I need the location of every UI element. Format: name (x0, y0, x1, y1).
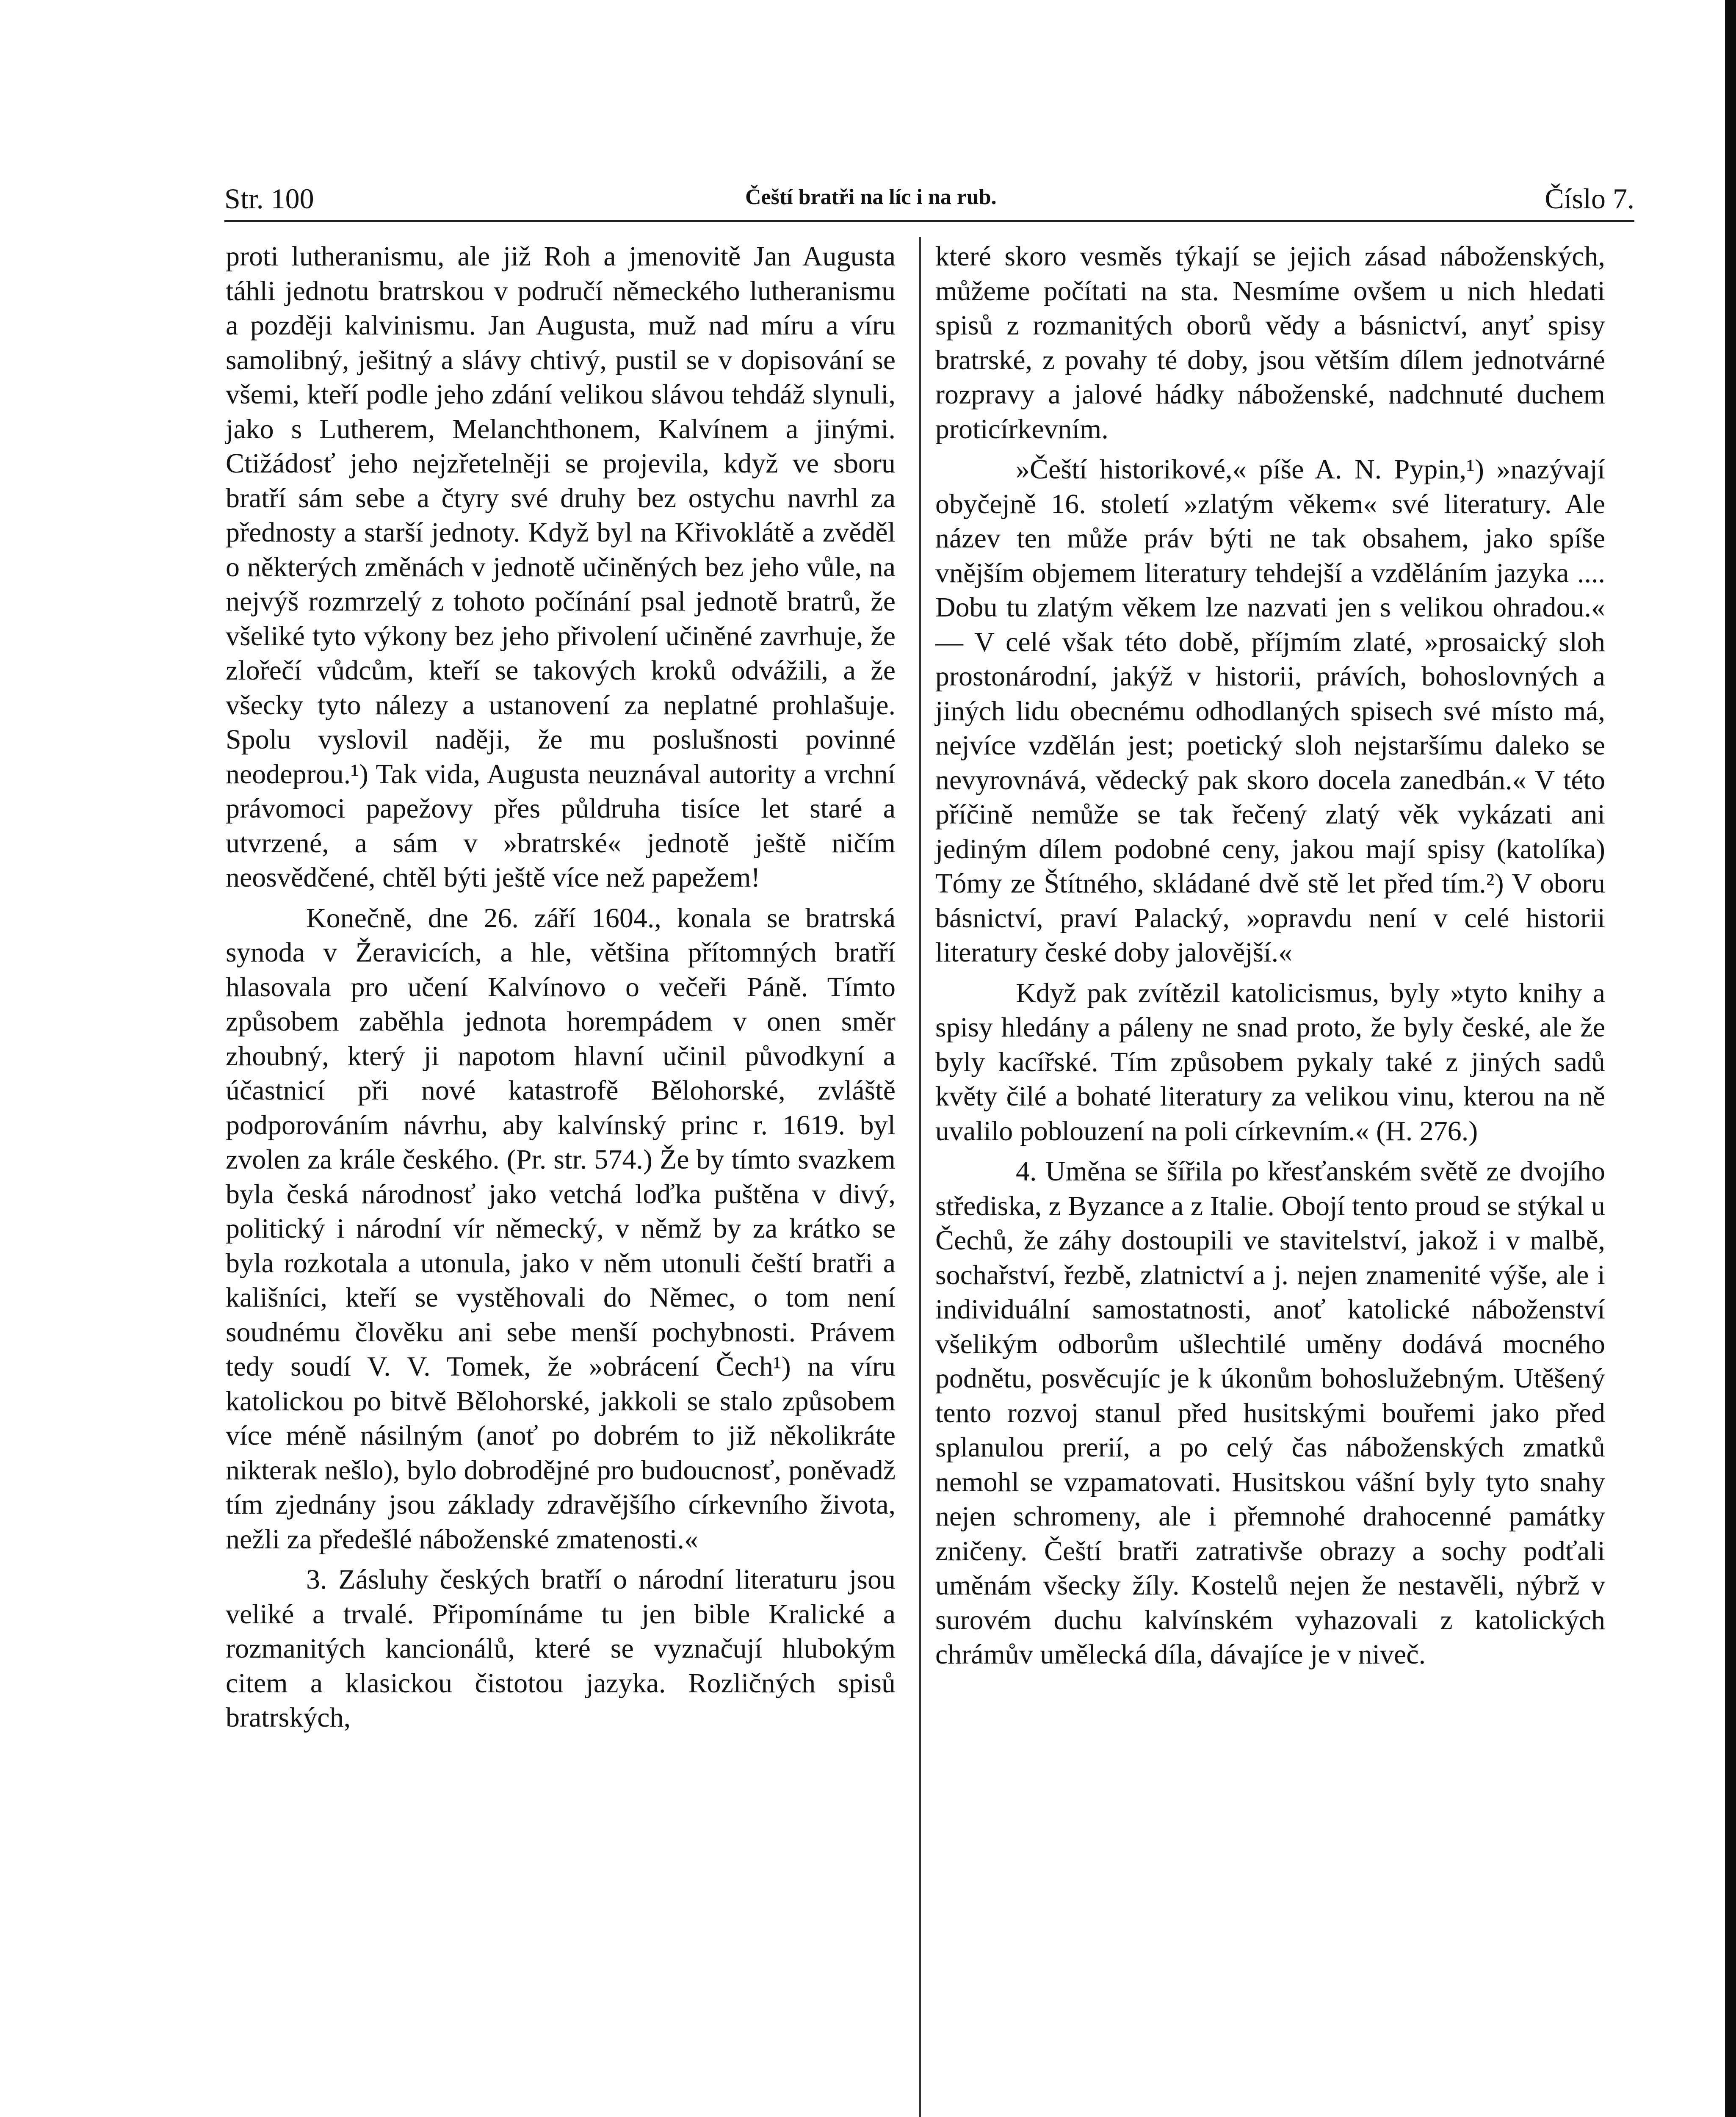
right-paragraph-1: které skoro vesměs týkají se jejich zásad náboženských, můžeme počítati na sta. Nesmíme ovšem u nich hledati spisů z rozmanitých oborů vědy a básnictví, anyť spisy bratrské, z povahy té doby, jsou větším dílem jednotvárné rozpravy a jalové hádky náboženské, nadchnuté duchem proticírkevním. (935, 241, 1605, 445)
running-title: Čeští bratři na líc i na rub. (745, 185, 997, 209)
left-column (226, 239, 896, 1735)
page-number: Str. 100 (224, 182, 314, 215)
left-paragraph-1: proti lutheranismu, ale již Roh a jmenovitě Jan Augusta táhli jednotu bratrskou v područí německého lutheranismu a později kalvinismu. Jan Augusta, muž nad míru a víru samolibný, ješitný a slávy chtivý, pustil se v dopisování se všemi, kteří podle jeho zdání velikou slávou tehdáž slynuli, jako s Lutherem, Melanchthonem, Kalvínem a jinými. Ctižádosť jeho nejzřetelněji se projevila, když ve sboru bratří sám sebe a čtyry své druhy bez ostychu navrhl za přednosty a starší jednoty. Když byl na Křivoklátě a zvěděl o některých změnách v jednotě učiněných bez jeho vůle, na nejvýš rozmrzelý z tohoto počínání psal jednotě bratrů, že všeliké tyto výkony bez jeho přivolení učiněné zavrhuje, že zlořečí vůdcům, kteří se takových kroků odvážili, a že všecky tyto nálezy a ustanovení za neplatné prohlašuje. Spolu vyslovil naději, že mu poslušnosti povinné neodeprou.¹) Tak vida, Augusta neuznával autority a vrchní právomoci papežovy přes půldruha tisíce let staré a utvrzené, a sám v »bratrské« jednotě ještě ničím neosvědčené, chtěl býti ještě více než papežem! (226, 241, 896, 893)
issue-number: Číslo 7. (1545, 182, 1634, 215)
right-column (935, 239, 1605, 1672)
right-paragraph-3: Když pak zvítězil katolicismus, byly »tyto knihy a spisy hledány a páleny ne snad proto, že byly české, ale že byly kacířské. Tím způsobem pykaly také z jiných sadů květy čilé a bohaté literatury za velikou vinu, kterou na ně uvalilo poblouzení na poli církevním.« (H. 276.) (935, 977, 1605, 1147)
header-rule (224, 220, 1634, 222)
right-paragraph-4: 4. Uměna se šířila po křesťanském světě ze dvojího střediska, z Byzance a z Italie. Obojí tento proud se stýkal u Čechů, že záhy dostoupili ve stavitelství, jakož i v malbě, sochařství, řezbě, zlatnictví a j. nejen znamenité výše, ale i individuální samostatnosti, anoť katolické náboženství všelikým odborům ušlechtilé uměny dodává mocného podnětu, posvěcujíc je k úkonům bohoslužebným. Utěšený tento rozvoj stanul před husitskými bouřemi jako před splanulou prerií, a po celý čas náboženských zmatků nemohl se vzpamatovati. Husitskou vášní byly tyto snahy nejen schromeny, ale i přemnohé drahocenné památky zničeny. Čeští bratři zatrativše obrazy a sochy podťali uměnám všecky žíly. Kostelů nejen že nestavěli, nýbrž v surovém duchu kalvínském vyhazovali z katolických chrámův umělecká díla, dávajíce je v niveč. (935, 1156, 1605, 1670)
page-header (224, 182, 1634, 216)
right-paragraph-2: »Čeští historikové,« píše A. N. Pypin,¹) »nazývají obyčejně 16. století »zlatým věkem« své literatury. Ale název ten může práv býti ne tak obsahem, jako spíše vnějším objemem literatury tehdejší a vzděláním jazyka .... Dobu tu zlatým věkem lze nazvati jen s velikou ohradou.« — V celé však této době, příjmím zlaté, »prosaický sloh prostonárodní, jakýž v historii, právích, bohoslovných a jiných lidu obecnému odhodlaných spisech své místo má, nejvíce vzdělán jest; poetický sloh nejstaršímu daleko se nevyrovnává, vědecký pak skoro docela zanedbán.« V této příčině nemůže se tak řečený zlatý věk vykázati ani jediným dílem podobné ceny, jakou mají spisy (katolíka) Tómy ze Štítného, skládané dvě stě let před tím.²) V oboru básnictví, praví Palacký, »opravdu není v celé historii literatury české doby jalovější.« (935, 454, 1605, 968)
column-divider (919, 237, 921, 2117)
left-paragraph-3: 3. Zásluhy českých bratří o národní literaturu jsou veliké a trvalé. Připomínáme tu jen bible Kralické a rozmanitých kancionálů, které se vyznačují hlubokým citem a klasickou čistotou jazyka. Rozličných spisů bratrských, (226, 1564, 896, 1733)
left-paragraph-2: Konečně, dne 26. září 1604., konala se bratrská synoda v Žeravicích, a hle, většina přítomných bratří hlasovala pro učení Kalvínovo o večeři Páně. Tímto způsobem zaběhla jednota horempádem v onen směr zhoubný, který ji napotom hlavní učinil původkyní a účastnicí při nové katastrofě Bělohorské, zvláště podporováním návrhu, aby kalvínský princ r. 1619. byl zvolen za krále českého. (Pr. str. 574.) Že by tímto svazkem byla česká národnosť jako vetchá loďka puštěna v divý, politický i národní vír německý, v němž by za krátko se byla rozkotala a utonula, jako v něm utonuli čeští bratři a kališníci, kteří se vystěhovali do Němec, o tom není soudnému člověku ani sebe menší pochybnosti. Právem tedy soudí V. V. Tomek, že »obrácení Čech¹) na víru katolickou po bitvě Bělohorské, jakkoli se stalo způsobem více méně násilným (anoť po dobrém to již několikráte nikterak nešlo), bylo dobrodějné pro budoucnosť, poněvadž tím zjednány jsou základy zdravějšího církevního života, nežli za předešlé náboženské zmatenosti.« (226, 902, 896, 1555)
